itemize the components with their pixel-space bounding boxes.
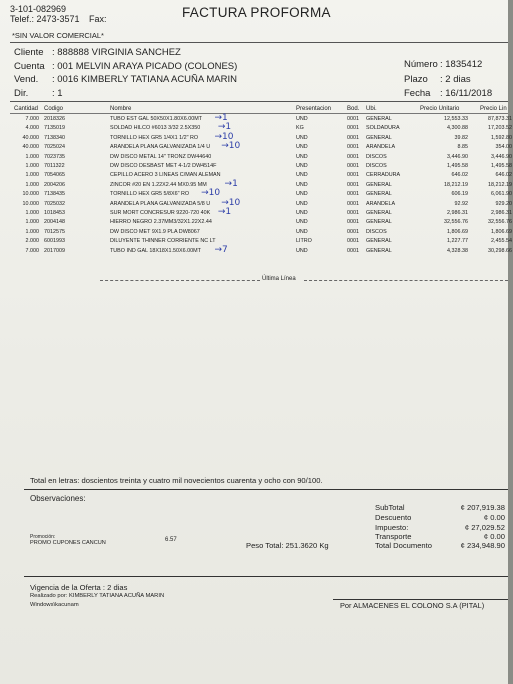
handwritten-mark: →10: [201, 188, 221, 199]
cuenta-value: : 001 MELVIN ARAYA PICADO (COLONES): [52, 61, 238, 72]
cell-codigo: 7012575: [44, 228, 65, 235]
items-table: [14, 113, 512, 276]
cell-cantidad: 1.000: [25, 210, 39, 216]
cell-cantidad: 10.000: [22, 200, 39, 207]
cell-codigo: 2017009: [44, 247, 65, 254]
col-nombre: Nombre: [110, 106, 132, 112]
table-row: [14, 153, 512, 162]
total-documento-value: ¢ 234,948.90: [460, 541, 505, 550]
vend-label: Vend.: [14, 74, 39, 85]
handwritten-mark: →10: [214, 131, 234, 142]
cell-precio-unitario: 1,806.69: [447, 228, 468, 235]
cell-codigo: 1018453: [44, 210, 65, 216]
cell-codigo: 6001993: [44, 238, 65, 245]
cell-presentacion: UND: [296, 210, 308, 216]
cell-precio-linea: 32,556.76: [488, 219, 512, 226]
cell-precio-linea: 3,446.90: [491, 153, 512, 160]
cell-precio-unitario: 12,553.33: [444, 116, 468, 122]
ultima-linea-right-rule: [304, 280, 508, 282]
cell-bod: 0001: [347, 219, 359, 226]
cell-cantidad: 10.000: [22, 191, 39, 198]
cell-ubi: ARANDELA: [366, 144, 396, 151]
handwritten-mark: →1: [224, 178, 238, 189]
cliente-label: Cliente: [14, 47, 44, 58]
table-row: [14, 113, 512, 124]
cell-ubi: SOLDADURA: [366, 125, 400, 132]
cell-codigo: 7054065: [44, 172, 65, 179]
cell-precio-unitario: 606.19: [451, 191, 468, 198]
peso-total: Peso Total: 251.3620 Kg: [246, 541, 329, 550]
company-fax: Fax:: [89, 14, 107, 24]
signature-company: Por ALMACENES EL COLONO S.A (PITAL): [340, 601, 485, 610]
cell-nombre: DW DISCO MET 9X1.9 PLA DW8067: [110, 228, 200, 235]
plazo-value: : 2 dias: [440, 74, 471, 85]
table-row: [14, 188, 512, 199]
table-row: [14, 172, 512, 180]
col-codigo: Codigo: [44, 106, 64, 112]
cell-presentacion: UND: [296, 181, 308, 188]
cell-precio-linea: 87,873.31: [488, 116, 512, 122]
cell-precio-unitario: 1,495.58: [447, 163, 468, 169]
descuento-value: ¢ 0.00: [483, 513, 505, 522]
cell-bod: 0001: [347, 125, 359, 132]
cell-codigo: 7025032: [44, 200, 65, 207]
signature-line: [333, 599, 508, 600]
cell-codigo: 2004206: [44, 181, 65, 188]
table-row: [14, 244, 512, 256]
transporte-value: ¢ 0.00: [483, 532, 505, 541]
cell-nombre: TORNILLO HEX GR5 1/4X1 1/2" RO: [110, 134, 199, 141]
subtotal-label: SubTotal: [375, 503, 405, 512]
cell-ubi: GENERAL: [366, 191, 392, 198]
cell-bod: 0001: [347, 247, 359, 254]
promocion-label: Promoción:: [30, 534, 56, 540]
cell-codigo: 7023735: [44, 153, 65, 160]
col-bod: Bod.: [347, 106, 360, 112]
cell-presentacion: KG: [296, 125, 304, 132]
total-en-letras: Total en letras: doscientos treinta y cuatro mil novecientos cuarenta y ocho con 90/100.: [30, 476, 323, 485]
cell-ubi: CERRADURA: [366, 172, 401, 179]
table-row: [14, 131, 512, 143]
cell-nombre: DILUYENTE THINNER CORRIENTE NC LT: [110, 238, 216, 245]
cell-presentacion: UND: [296, 153, 308, 160]
ultima-linea: Última Línea: [262, 276, 296, 282]
cell-precio-unitario: 1,227.77: [447, 238, 468, 245]
fecha-value: : 16/11/2018: [440, 88, 493, 99]
cell-precio-linea: 2,986.31: [491, 210, 512, 216]
total-documento-label: Total Documento: [375, 541, 432, 550]
cell-precio-linea: 1,592.80: [491, 134, 512, 141]
cell-nombre: CEPILLO ACERO 3 LINEAS C/MAN ALEMAN: [110, 172, 221, 179]
cell-presentacion: UND: [296, 200, 308, 207]
notice: *SIN VALOR COMERCIAL*: [12, 31, 104, 40]
cell-bod: 0001: [347, 163, 359, 169]
impuesto-label: Impuesto:: [375, 523, 409, 532]
col-cantidad: Cantidad: [14, 106, 39, 112]
col-ubi: Ubi.: [366, 106, 377, 112]
cell-bod: 0001: [347, 210, 359, 216]
table-header-divider: [10, 113, 508, 114]
cell-ubi: DISCOS: [366, 228, 387, 235]
footer-divider: [24, 576, 508, 577]
cell-cantidad: 1.000: [25, 228, 39, 235]
cell-precio-unitario: 4,300.88: [447, 125, 468, 132]
cell-cantidad: 1.000: [25, 153, 39, 160]
cell-codigo: 2004148: [44, 219, 65, 226]
cell-nombre: SOLDAD HILCO #6013 3/32 2.5X350: [110, 125, 201, 132]
cell-ubi: ARANDELA: [366, 200, 396, 207]
cell-codigo: 7011322: [44, 163, 65, 169]
cell-ubi: GENERAL: [366, 219, 392, 226]
cell-precio-linea: 6,061.90: [491, 191, 512, 198]
handwritten-mark: →1: [217, 122, 232, 133]
plazo-label: Plazo: [404, 74, 428, 85]
cell-presentacion: UND: [296, 163, 308, 169]
cell-bod: 0001: [347, 238, 359, 245]
cell-presentacion: UND: [296, 172, 308, 179]
cell-precio-unitario: 646.02: [451, 172, 468, 179]
cliente-value: : 888888 VIRGINIA SANCHEZ: [52, 47, 181, 58]
cell-precio-unitario: 32,556.76: [444, 219, 468, 226]
cell-presentacion: UND: [296, 116, 308, 122]
handwritten-mark: →7: [214, 244, 228, 255]
company-id: 3-101-082969: [10, 4, 67, 14]
handwritten-mark: →1: [217, 207, 232, 217]
numero-value: : 1835412: [440, 59, 483, 70]
cell-ubi: GENERAL: [366, 210, 392, 216]
cell-cantidad: 7.000: [25, 116, 39, 122]
cell-precio-unitario: 4,328.38: [447, 247, 468, 254]
table-row: [14, 178, 512, 190]
cell-bod: 0001: [347, 191, 359, 198]
col-precio-linea: Precio Lin: [480, 106, 507, 112]
col-precio-unitario: Precio Unitario: [420, 106, 460, 112]
cell-presentacion: UND: [296, 134, 308, 141]
cell-codigo: 7135019: [44, 125, 65, 132]
cell-precio-linea: 929.20: [495, 200, 512, 207]
cell-codigo: 7025024: [44, 144, 65, 151]
cell-presentacion: LITRO: [296, 238, 312, 245]
fecha-label: Fecha: [404, 88, 431, 99]
cell-precio-linea: 17,203.52: [488, 125, 512, 132]
cell-presentacion: UND: [296, 191, 308, 198]
cell-nombre: TUBO EST GAL 50X50X1.80X6.00MT: [110, 116, 202, 122]
observaciones-label: Observaciones:: [30, 494, 86, 503]
company-phone: Telef.: 2473-3571: [10, 14, 80, 24]
cell-nombre: ARANDELA PLANA GALVANIZADA 1/4 U: [110, 144, 211, 151]
table-row: [14, 122, 512, 133]
cell-precio-unitario: 2,986.31: [447, 210, 468, 216]
cell-nombre: ARANDELA PLANA GALVANIZADA 5/8 U: [110, 200, 211, 207]
cell-cantidad: 1.000: [25, 163, 39, 169]
cell-ubi: DISCOS: [366, 153, 387, 160]
cell-nombre: ZINCOR #20 EN 1.22X2.44 MX0.95 MM: [110, 181, 207, 188]
cell-presentacion: UND: [296, 219, 308, 226]
ultima-linea-left-rule: [100, 280, 260, 282]
handwritten-mark: →10: [221, 141, 241, 152]
cell-precio-unitario: 3,446.90: [447, 153, 468, 160]
table-row: [14, 163, 512, 171]
descuento-label: Descuento: [375, 513, 412, 522]
cell-cantidad: 1.000: [25, 172, 39, 179]
cell-bod: 0001: [347, 144, 359, 151]
cell-cantidad: 1.000: [25, 219, 39, 226]
cell-bod: 0001: [347, 153, 359, 160]
table-row: [14, 219, 512, 227]
cell-presentacion: UND: [296, 144, 308, 151]
cell-cantidad: 1.000: [25, 181, 39, 188]
document-title: FACTURA PROFORMA: [182, 5, 331, 20]
cell-cantidad: 7.000: [25, 247, 39, 254]
cell-presentacion: UND: [296, 247, 308, 254]
table-top-divider: [10, 101, 508, 102]
cell-codigo: 7138340: [44, 134, 65, 141]
cell-precio-linea: 30,298.66: [488, 247, 512, 254]
cell-precio-linea: 2,455.54: [491, 238, 512, 245]
header-divider: [10, 42, 508, 43]
cell-ubi: GENERAL: [366, 238, 392, 245]
transporte-label: Transporte: [375, 532, 412, 541]
cell-bod: 0001: [347, 228, 359, 235]
table-row: [14, 197, 512, 209]
cell-nombre: DW DISCO METAL 14" TRONZ DW44640: [110, 153, 212, 160]
cell-cantidad: 40.000: [22, 134, 39, 141]
cell-precio-linea: 354.00: [495, 144, 512, 151]
table-row: [14, 238, 512, 246]
dir-value: : 1: [52, 88, 63, 99]
promocion-value: 6.57: [165, 537, 177, 543]
cell-nombre: SUR MORT CONCRESUR 9220-720 40K: [110, 210, 211, 216]
table-row: [14, 207, 512, 218]
impuesto-value: ¢ 27,029.52: [464, 523, 505, 532]
cell-precio-unitario: 39.82: [454, 134, 468, 141]
cell-ubi: GENERAL: [366, 247, 392, 254]
cell-codigo: 2018326: [44, 116, 65, 122]
realizado-por: Realizado por: KIMBERLY TATIANA ACUÑA MARIN: [30, 593, 165, 599]
vend-value: : 0016 KIMBERLY TATIANA ACUÑA MARIN: [52, 74, 237, 85]
cell-precio-linea: 1,806.69: [491, 228, 512, 235]
col-presentacion: Presentacion: [296, 106, 332, 112]
cell-codigo: 7138435: [44, 191, 65, 198]
dir-label: Dir.: [14, 88, 29, 99]
cuenta-label: Cuenta: [14, 61, 45, 72]
cell-bod: 0001: [347, 172, 359, 179]
table-row: [14, 141, 512, 152]
cell-ubi: GENERAL: [366, 181, 392, 188]
windows-user: Windows\kacunam: [30, 602, 79, 608]
cell-nombre: TUBO IND GAL 18X18X1.50X6.00MT: [110, 247, 201, 254]
cell-bod: 0001: [347, 116, 359, 122]
cell-ubi: GENERAL: [366, 116, 392, 122]
cell-nombre: TORNILLO HEX GR5 5/8X6" RO: [110, 191, 190, 198]
cell-precio-unitario: 8.85: [457, 144, 468, 151]
cell-nombre: DW DISCO DESBAST MET 4-1/2 DW4514F: [110, 163, 217, 169]
table-row: [14, 228, 512, 237]
cell-bod: 0001: [347, 134, 359, 141]
cell-cantidad: 40.000: [22, 144, 39, 151]
handwritten-mark: →1: [214, 113, 228, 123]
cell-precio-linea: 646.02: [495, 172, 512, 179]
handwritten-mark: →10: [221, 197, 241, 208]
cell-ubi: GENERAL: [366, 134, 392, 141]
cell-ubi: DISCOS: [366, 163, 387, 169]
subtotal-value: ¢ 207,919.38: [460, 503, 505, 512]
letras-divider: [24, 489, 508, 490]
cell-precio-unitario: 18,212.19: [444, 181, 468, 188]
cell-presentacion: UND: [296, 228, 308, 235]
vigencia: Vigencia de la Oferta : 2 dias: [30, 583, 128, 592]
cell-precio-linea: 18,212.19: [488, 181, 512, 188]
cell-bod: 0001: [347, 200, 359, 207]
numero-label: Número: [404, 59, 438, 70]
cell-nombre: HIERRO NEGRO 2.37MM3/32X1.22X2.44: [110, 219, 212, 226]
promocion-name: PROMO CUPONES CANCUN: [30, 540, 106, 546]
cell-precio-linea: 1,495.58: [491, 163, 512, 169]
cell-bod: 0001: [347, 181, 359, 188]
cell-cantidad: 2.000: [25, 238, 39, 245]
cell-cantidad: 4.000: [25, 125, 39, 132]
cell-precio-unitario: 92.92: [454, 200, 468, 207]
